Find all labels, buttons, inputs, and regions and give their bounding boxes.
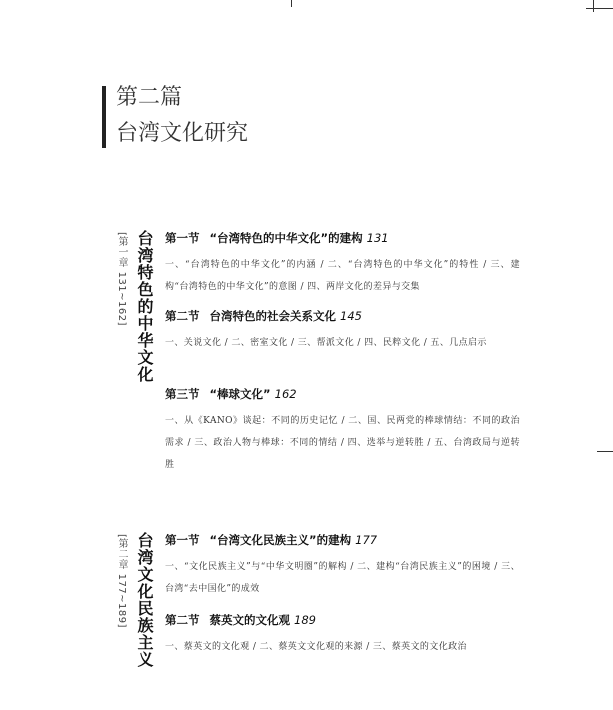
- section-page-number: 145: [340, 309, 362, 323]
- section-title: “台湾特色的中华文化”的建构: [209, 231, 363, 245]
- chapter-page-range: [第二章 177~189]: [116, 534, 127, 629]
- section-subtopics: 一、从《KANO》谈起：不同的历史记忆 / 二、国、民两党的棒球情结：不同的政治需求 / 三、政治人物与棒球：不同的情结 / 四、选举与逆转胜 / 五、台湾政局与逆转胜: [165, 416, 520, 470]
- section-page-number: 162: [274, 387, 297, 401]
- section-heading: [165, 532, 520, 548]
- section-subtopics: 一、蔡英文的文化观 / 二、蔡英文文化观的来源 / 三、蔡英文的文化政治: [165, 642, 467, 652]
- crop-mark-corner-vertical: [593, 0, 594, 12]
- section-title: 台湾特色的社会关系文化: [209, 309, 336, 323]
- section-number: 第一节: [165, 231, 200, 245]
- toc-section: [165, 230, 520, 298]
- section-subtopics: 一、“文化民族主义”与“中华文明圈”的解构 / 二、建构“台湾民族主义”的困境 / 三、台湾“去中国化”的成效: [165, 562, 520, 594]
- toc-section: [165, 308, 520, 354]
- part-heading-bar: [102, 86, 106, 148]
- section-subtopics: 一、关说文化 / 二、密室文化 / 三、帮派文化 / 四、民粹文化 / 五、几点启示: [165, 338, 487, 348]
- part-label: 第二篇: [116, 85, 183, 110]
- section-title: 蔡英文的文化观: [209, 613, 290, 627]
- section-page-number: 177: [355, 533, 378, 547]
- section-heading: [165, 230, 520, 246]
- section-number: 第二节: [165, 613, 200, 627]
- section-number: 第二节: [165, 309, 200, 323]
- chapter-page-range: [第一章 131~162]: [116, 232, 127, 327]
- section-title: “台湾文化民族主义”的建构: [209, 533, 352, 547]
- crop-mark-corner-horizontal: [586, 8, 613, 9]
- toc-section: [165, 386, 520, 476]
- section-page-number: 189: [294, 613, 316, 627]
- crop-mark-top: [291, 0, 292, 7]
- section-number: 第一节: [165, 533, 200, 547]
- toc-section: [165, 612, 520, 658]
- chapter-title: 台湾特色的中华文化: [135, 230, 154, 383]
- part-title: 台湾文化研究: [116, 121, 249, 146]
- chapter-title: 台湾文化民族主义: [135, 532, 154, 668]
- toc-section: [165, 532, 520, 600]
- section-heading: [165, 612, 520, 628]
- crop-mark-right: [597, 451, 613, 452]
- section-heading: [165, 386, 520, 402]
- section-heading: [165, 308, 520, 324]
- section-page-number: 131: [366, 231, 389, 245]
- section-title: “棒球文化”: [209, 387, 271, 401]
- section-number: 第三节: [165, 387, 200, 401]
- section-subtopics: 一、“台湾特色的中华文化”的内涵 / 二、“台湾特色的中华文化”的特性 / 三、建构“台湾特色的中华文化”的意图 / 四、两岸文化的差异与交集: [165, 260, 520, 292]
